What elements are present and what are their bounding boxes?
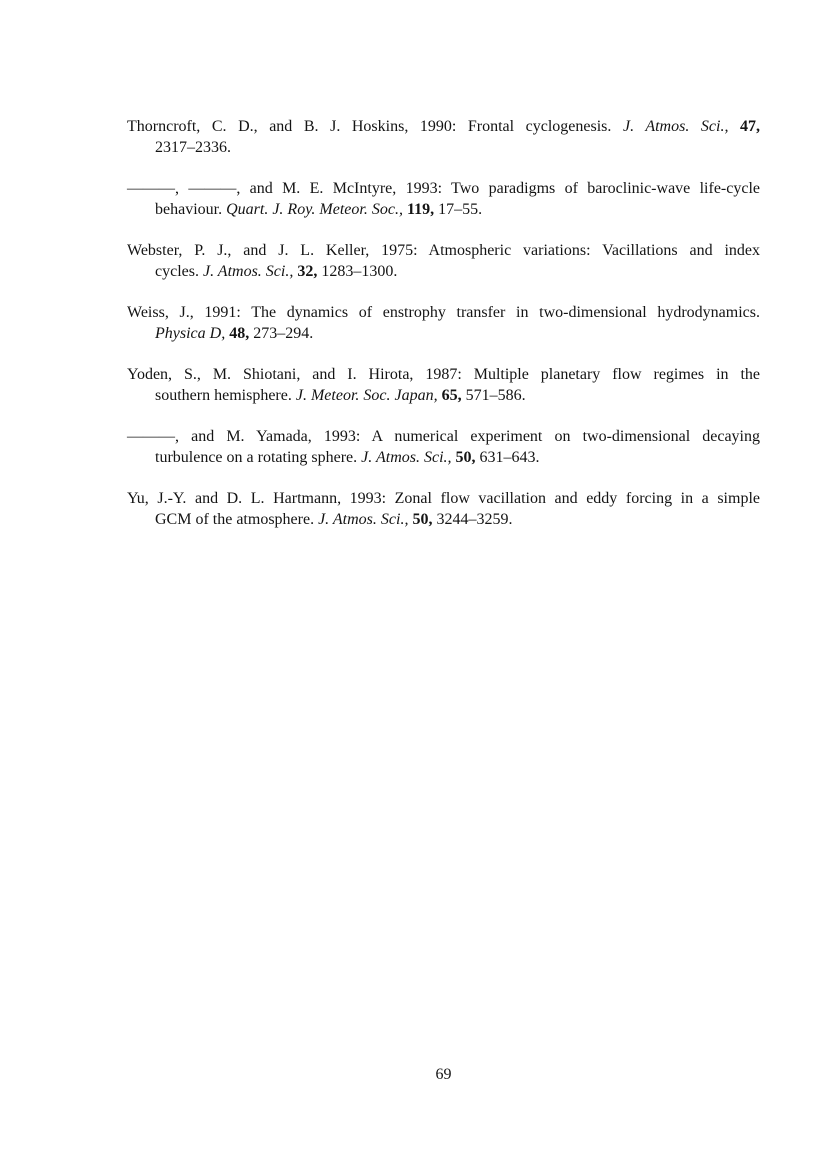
- journal-name-italic: J. Meteor. Soc. Japan,: [295, 387, 438, 404]
- reference-line: [127, 509, 760, 530]
- volume-number-bold: 48,: [229, 325, 250, 342]
- reference-text: [728, 118, 740, 135]
- reference-line: [127, 178, 760, 199]
- reference-text: Thorncroft, C. D., and B. J. Hoskins, 1990: Frontal cyclogenesis.: [127, 118, 623, 135]
- reference-text: ———, and M. Yamada, 1993: A numerical experiment on two-dimensional decaying: [127, 428, 760, 445]
- volume-number-bold: 47,: [740, 118, 761, 135]
- reference-text: ———, ———, and M. E. McIntyre, 1993: Two paradigms of baroclinic-wave life-cycle: [127, 180, 760, 197]
- reference-line: [127, 137, 760, 158]
- reference-text: 2317–2336.: [155, 139, 231, 156]
- reference-text: southern hemisphere.: [155, 387, 296, 404]
- reference-text: 273–294.: [249, 325, 314, 342]
- reference-line: [127, 116, 760, 137]
- reference-text: Weiss, J., 1991: The dynamics of enstrophy transfer in two-dimensional hydrodynamics.: [127, 304, 760, 321]
- page-number: 69: [435, 1066, 452, 1083]
- journal-name-italic: J. Atmos. Sci.,: [622, 118, 729, 135]
- volume-number-bold: 50,: [412, 511, 433, 528]
- reference-text: GCM of the atmosphere.: [155, 511, 319, 528]
- reference-line: [127, 364, 760, 385]
- reference-line: [127, 385, 760, 406]
- reference-entry: [127, 178, 760, 220]
- volume-number-bold: 65,: [441, 387, 462, 404]
- journal-name-italic: J. Atmos. Sci.,: [318, 511, 409, 528]
- reference-entry: [127, 426, 760, 468]
- reference-text: 1283–1300.: [317, 263, 398, 280]
- reference-entry: [127, 488, 760, 530]
- volume-number-bold: 32,: [297, 263, 318, 280]
- volume-number-bold: 50,: [455, 449, 476, 466]
- reference-text: 631–643.: [475, 449, 540, 466]
- reference-text: 17–55.: [434, 201, 483, 218]
- reference-entry: [127, 240, 760, 282]
- reference-entry: [127, 364, 760, 406]
- reference-text: turbulence on a rotating sphere.: [155, 449, 362, 466]
- reference-text: 3244–3259.: [432, 511, 513, 528]
- reference-entry: [127, 116, 760, 158]
- reference-line: [127, 302, 760, 323]
- reference-line: [127, 261, 760, 282]
- reference-text: Webster, P. J., and J. L. Keller, 1975: Atmospheric variations: Vacillations and index: [127, 242, 760, 259]
- reference-line: [127, 488, 760, 509]
- reference-text: behaviour.: [155, 201, 227, 218]
- reference-text: Yu, J.-Y. and D. L. Hartmann, 1993: Zonal flow vacillation and eddy forcing in a simple: [127, 490, 760, 507]
- volume-number-bold: 119,: [406, 201, 435, 218]
- reference-text: 571–586.: [461, 387, 526, 404]
- reference-line: [127, 426, 760, 447]
- journal-name-italic: J. Atmos. Sci.,: [361, 449, 452, 466]
- journal-name-italic: Physica D,: [155, 325, 226, 342]
- journal-name-italic: Quart. J. Roy. Meteor. Soc.,: [226, 201, 403, 218]
- reference-line: [127, 447, 760, 468]
- reference-entry: [127, 302, 760, 344]
- reference-text: cycles.: [155, 263, 203, 280]
- page-footer: [127, 1064, 760, 1085]
- reference-line: [127, 199, 760, 220]
- reference-line: [127, 240, 760, 261]
- journal-name-italic: J. Atmos. Sci.,: [202, 263, 294, 280]
- reference-line: [127, 323, 760, 344]
- references-list: [127, 116, 760, 550]
- reference-text: Yoden, S., M. Shiotani, and I. Hirota, 1987: Multiple planetary flow regimes in the: [127, 366, 760, 383]
